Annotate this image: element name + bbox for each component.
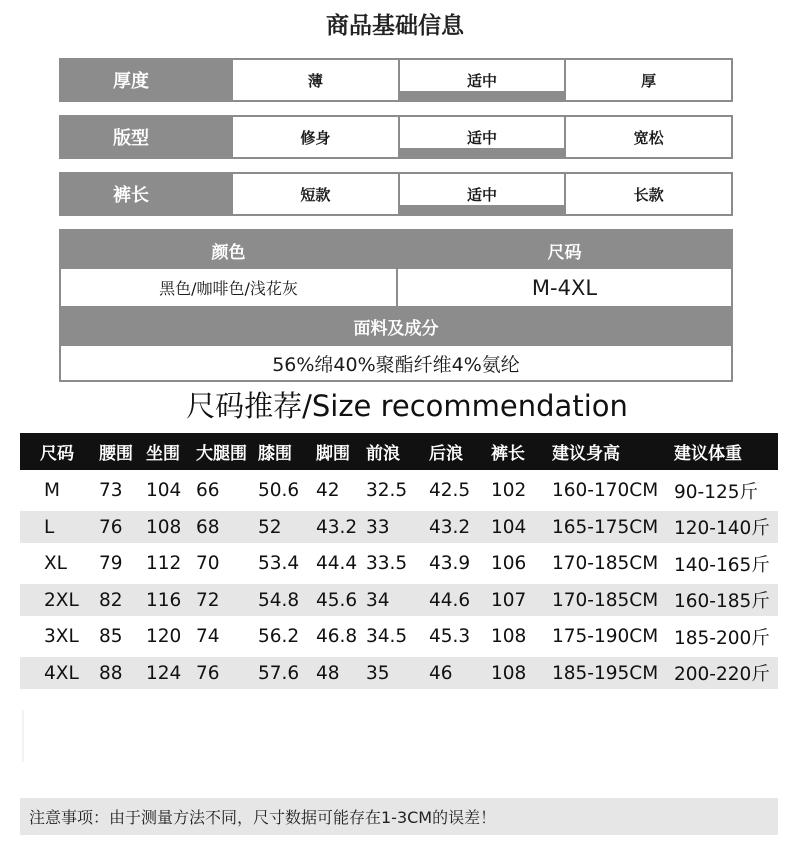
table-cell: 57.6 — [258, 662, 300, 684]
table-cell: 108 — [146, 516, 182, 538]
header-cell: 建议身高 — [552, 444, 620, 464]
size-header: 尺码 — [547, 242, 582, 263]
table-cell: 116 — [146, 589, 182, 611]
table-cell: 76 — [196, 662, 220, 684]
table-cell: 52 — [258, 516, 282, 538]
header-cell: 脚围 — [316, 444, 350, 464]
table-cell: 160-170CM — [552, 480, 659, 501]
table-cell: 88 — [99, 662, 123, 684]
table-cell: 54.8 — [258, 589, 300, 611]
table-cell: XL — [44, 553, 67, 574]
table-cell: 35 — [366, 662, 390, 684]
table-cell: 112 — [146, 553, 182, 574]
header-cell: 腰围 — [99, 444, 133, 464]
table-cell: 43.2 — [429, 516, 471, 538]
table-cell: 124 — [146, 662, 182, 684]
table-cell: 42.5 — [429, 480, 471, 501]
table-cell: 76 — [99, 516, 123, 538]
attribute-option-selected: 适中 — [400, 174, 565, 214]
attribute-option-selected: 适中 — [400, 117, 565, 157]
table-cell: 66 — [196, 480, 220, 501]
table-cell: 43.2 — [316, 516, 358, 538]
attribute-row-fit — [59, 115, 733, 159]
table-cell: 46.8 — [316, 626, 358, 647]
header-cell: 坐围 — [146, 444, 180, 464]
header-cell: 大腿围 — [196, 444, 247, 464]
attribute-option: 宽松 — [566, 117, 731, 157]
size-table — [20, 433, 778, 689]
table-cell: 4XL — [44, 662, 79, 684]
fabric-header: 面料及成分 — [353, 318, 439, 339]
attribute-option: 薄 — [233, 60, 398, 100]
table-cell: 90-125斤 — [674, 481, 759, 503]
color-header: 颜色 — [211, 242, 246, 263]
header-cell: 后浪 — [429, 444, 463, 464]
table-cell: 165-175CM — [552, 516, 659, 538]
table-cell: 140-165斤 — [674, 554, 770, 576]
table-cell: 106 — [491, 553, 527, 574]
table-cell: 108 — [491, 626, 527, 647]
size-value: M-4XL — [398, 269, 731, 306]
table-cell: 79 — [99, 553, 123, 574]
fabric-value: 56%绵40%聚酯纤维4%氨纶 — [61, 346, 731, 380]
table-cell: 44.6 — [429, 589, 471, 611]
table-cell: 34.5 — [366, 626, 408, 647]
attribute-option: 长款 — [566, 174, 731, 214]
table-cell: 48 — [316, 662, 340, 684]
table-cell: 108 — [491, 662, 527, 684]
table-row — [20, 548, 778, 580]
attribute-row-thickness — [59, 58, 733, 102]
table-cell: 85 — [99, 626, 123, 647]
header-cell: 尺码 — [40, 444, 74, 464]
table-cell: M — [44, 480, 60, 501]
table-cell: 33.5 — [366, 553, 408, 574]
measurement-note: 注意事项：由于测量方法不同，尺寸数据可能存在1-3CM的误差！ — [20, 798, 778, 835]
table-cell: 70 — [196, 553, 220, 574]
attribute-row-length — [59, 172, 733, 216]
table-cell: 185-195CM — [552, 662, 659, 684]
table-cell: 3XL — [44, 626, 79, 647]
color-value: 黑色/咖啡色/浅花灰 — [61, 269, 396, 306]
table-cell: L — [44, 516, 55, 538]
table-cell: 120-140斤 — [674, 518, 770, 539]
table-cell: 68 — [196, 516, 220, 538]
header-cell: 前浪 — [366, 444, 400, 464]
table-cell: 104 — [146, 480, 182, 501]
table-cell: 104 — [491, 516, 527, 538]
table-cell: 82 — [99, 589, 123, 611]
table-cell: 56.2 — [258, 626, 300, 647]
table-cell: 43.9 — [429, 553, 471, 574]
table-row — [20, 584, 778, 616]
table-cell: 200-220斤 — [674, 664, 770, 685]
table-cell: 33 — [366, 516, 390, 538]
attribute-label: 厚度 — [113, 71, 149, 92]
table-cell: 170-185CM — [552, 589, 659, 611]
table-cell: 34 — [366, 589, 390, 611]
table-cell: 46 — [429, 662, 453, 684]
attribute-label: 版型 — [113, 128, 149, 149]
table-cell: 107 — [491, 589, 527, 611]
table-cell: 44.4 — [316, 553, 358, 574]
size-table-header — [20, 433, 778, 470]
attribute-option-selected: 适中 — [400, 60, 565, 100]
table-cell: 32.5 — [366, 480, 408, 501]
size-recommendation-title: 尺码推荐/Size recommendation — [186, 389, 628, 423]
header-cell: 建议体重 — [674, 444, 742, 464]
table-row — [20, 657, 778, 689]
page-title: 商品基础信息 — [326, 13, 464, 39]
table-cell: 42 — [316, 480, 340, 501]
attribute-option: 厚 — [566, 60, 731, 100]
attribute-option: 短款 — [233, 174, 398, 214]
table-cell: 50.6 — [258, 480, 300, 501]
table-cell: 2XL — [44, 589, 79, 611]
header-cell: 膝围 — [258, 444, 292, 464]
table-cell: 73 — [99, 480, 123, 501]
attribute-option: 修身 — [233, 117, 398, 157]
table-cell: 45.6 — [316, 589, 358, 611]
table-row — [20, 511, 778, 543]
table-cell: 175-190CM — [552, 626, 659, 647]
product-info-block — [59, 229, 733, 382]
table-cell: 120 — [146, 626, 182, 647]
table-row — [20, 621, 778, 653]
table-cell: 160-185斤 — [674, 591, 770, 612]
header-cell: 裤长 — [491, 444, 525, 464]
table-cell: 53.4 — [258, 553, 300, 574]
table-cell: 170-185CM — [552, 553, 659, 574]
table-row — [20, 475, 778, 507]
table-cell: 72 — [196, 589, 220, 611]
attribute-label: 裤长 — [113, 185, 149, 206]
divider — [22, 710, 24, 762]
table-cell: 45.3 — [429, 626, 471, 647]
table-cell: 185-200斤 — [674, 627, 770, 649]
table-cell: 74 — [196, 626, 220, 647]
table-cell: 102 — [491, 480, 527, 501]
